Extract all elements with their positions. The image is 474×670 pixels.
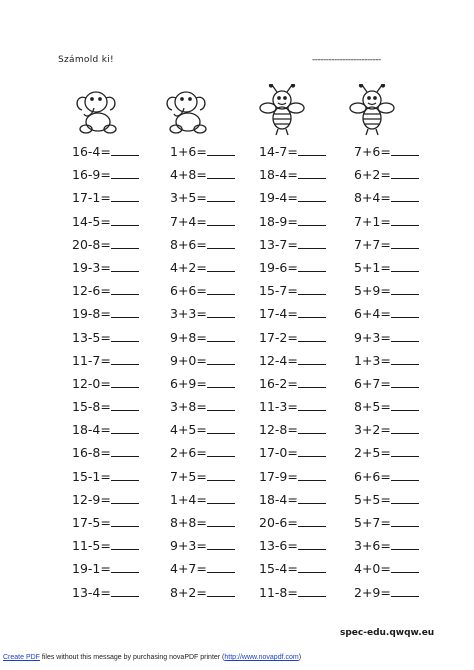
problem-text: 17-4= (259, 306, 298, 322)
problem-row (259, 326, 369, 349)
problem-text: 7+1= (354, 213, 391, 229)
problem-row (72, 163, 182, 186)
problem-row (259, 279, 369, 302)
answer-blank[interactable] (391, 191, 419, 202)
problem-text: 8+8= (170, 515, 207, 530)
problem-row (259, 465, 369, 488)
answer-blank[interactable] (207, 516, 235, 527)
problem-row (354, 465, 464, 488)
problem-text: 14-5= (72, 213, 111, 229)
problem-text: 1+3= (354, 352, 391, 368)
problem-text: 17-5= (72, 515, 111, 530)
problem-text: 13-5= (72, 329, 111, 345)
answer-blank[interactable] (298, 354, 326, 365)
answer-blank[interactable] (207, 215, 235, 226)
problem-row (354, 511, 464, 534)
answer-blank[interactable] (111, 516, 139, 527)
answer-blank[interactable] (111, 446, 139, 457)
problem-text: 15-7= (259, 283, 298, 299)
problem-row (259, 418, 369, 441)
answer-blank[interactable] (111, 400, 139, 411)
problem-row (259, 163, 369, 186)
problem-row (259, 210, 369, 233)
problem-row (72, 210, 182, 233)
answer-blank[interactable] (111, 586, 139, 597)
problem-row (72, 534, 182, 557)
answer-blank[interactable] (391, 168, 419, 179)
answer-blank[interactable] (298, 238, 326, 249)
problem-text: 11-5= (72, 538, 111, 554)
problem-row (72, 557, 182, 580)
problem-row (354, 233, 464, 256)
footer-note-text: files without this message by purchasing novaPDF printer ( (39, 654, 225, 661)
problem-text: 4+2= (170, 259, 207, 275)
problem-text: 3+6= (354, 538, 391, 554)
answer-blank[interactable] (111, 354, 139, 365)
problem-column-4 (354, 140, 464, 604)
problem-text: 17-9= (259, 468, 298, 484)
answer-blank[interactable] (391, 307, 419, 318)
footer-site: spec-edu.qwqw.eu (340, 628, 435, 638)
answer-blank[interactable] (298, 331, 326, 342)
problem-row (259, 581, 369, 604)
answer-blank[interactable] (298, 284, 326, 295)
answer-blank[interactable] (111, 261, 139, 272)
problem-row (259, 140, 369, 163)
problem-text: 7+5= (170, 468, 207, 484)
problem-row (72, 302, 182, 325)
answer-blank[interactable] (207, 168, 235, 179)
answer-blank[interactable] (391, 284, 419, 295)
bee-illustration-1 (258, 84, 306, 136)
page-title: Számold ki! (58, 55, 114, 65)
problem-text: 3+5= (170, 190, 207, 206)
problem-text: 19-1= (72, 561, 111, 577)
problem-text: 3+2= (354, 422, 391, 438)
problem-text: 2+5= (354, 445, 391, 461)
problem-text: 13-6= (259, 538, 298, 554)
answer-blank[interactable] (391, 446, 419, 457)
problem-row (354, 326, 464, 349)
problem-row (354, 210, 464, 233)
problem-text: 9+8= (170, 329, 207, 345)
answer-blank[interactable] (298, 446, 326, 457)
problem-text: 19-6= (259, 259, 298, 275)
problem-row (72, 511, 182, 534)
answer-blank[interactable] (391, 423, 419, 434)
answer-blank[interactable] (207, 354, 235, 365)
answer-blank[interactable] (391, 354, 419, 365)
problem-text: 20-6= (259, 515, 298, 530)
problem-text: 18-4= (259, 167, 298, 183)
answer-blank[interactable] (111, 238, 139, 249)
answer-blank[interactable] (111, 168, 139, 179)
answer-blank[interactable] (111, 145, 139, 156)
problem-text: 4+5= (170, 422, 207, 438)
elephant-illustration-2 (162, 84, 210, 136)
answer-blank[interactable] (391, 377, 419, 388)
problem-row (354, 418, 464, 441)
problem-text: 12-4= (259, 352, 298, 368)
problem-text: 12-8= (259, 422, 298, 438)
problem-text: 15-1= (72, 468, 111, 484)
answer-blank[interactable] (298, 168, 326, 179)
answer-blank[interactable] (391, 215, 419, 226)
answer-blank[interactable] (298, 562, 326, 573)
answer-blank[interactable] (298, 470, 326, 481)
create-pdf-link[interactable]: Create PDF (3, 654, 40, 661)
problem-row (72, 326, 182, 349)
answer-blank[interactable] (391, 261, 419, 272)
problem-row (354, 441, 464, 464)
answer-blank[interactable] (207, 238, 235, 249)
problem-text: 13-4= (72, 584, 111, 600)
problem-text: 18-9= (259, 213, 298, 229)
answer-blank[interactable] (207, 539, 235, 550)
answer-blank[interactable] (207, 400, 235, 411)
problem-row (72, 395, 182, 418)
problem-row (354, 557, 464, 580)
problem-row (72, 279, 182, 302)
problem-column-3 (259, 140, 369, 604)
problem-text: 6+9= (170, 375, 207, 391)
problem-text: 7+4= (170, 213, 207, 229)
problem-row (72, 465, 182, 488)
problem-row (72, 418, 182, 441)
answer-blank[interactable] (111, 215, 139, 226)
problem-text: 13-7= (259, 236, 298, 252)
answer-blank[interactable] (207, 493, 235, 504)
problem-text: 16-2= (259, 375, 298, 391)
problem-text: 16-9= (72, 167, 111, 183)
problem-text: 11-7= (72, 352, 111, 368)
problem-text: 8+6= (170, 236, 207, 252)
problem-text: 5+5= (354, 491, 391, 507)
answer-blank[interactable] (298, 400, 326, 411)
problem-row (354, 302, 464, 325)
problem-text: 5+9= (354, 283, 391, 299)
problem-text: 12-9= (72, 491, 111, 507)
problem-text: 6+2= (354, 167, 391, 183)
problem-row (259, 441, 369, 464)
problem-row (354, 395, 464, 418)
problem-row (259, 372, 369, 395)
problem-text: 16-8= (72, 445, 111, 461)
answer-blank[interactable] (298, 493, 326, 504)
answer-blank[interactable] (391, 562, 419, 573)
problem-row (354, 581, 464, 604)
problem-row (259, 302, 369, 325)
problem-text: 8+4= (354, 190, 391, 206)
answer-blank[interactable] (298, 215, 326, 226)
problem-row (259, 511, 369, 534)
problem-text: 19-4= (259, 190, 298, 206)
problem-row (72, 186, 182, 209)
problem-row (259, 256, 369, 279)
problem-text: 16-4= (72, 144, 111, 159)
problem-text: 12-6= (72, 283, 111, 299)
problem-text: 2+9= (354, 584, 391, 600)
problem-row (259, 395, 369, 418)
problem-text: 4+0= (354, 561, 391, 577)
problem-text: 17-1= (72, 190, 111, 206)
problem-text: 6+6= (170, 283, 207, 299)
problem-column-1 (72, 140, 182, 604)
problem-text: 2+6= (170, 445, 207, 461)
problem-row (72, 488, 182, 511)
problem-text: 18-4= (72, 422, 111, 438)
problem-row (354, 534, 464, 557)
problem-text: 19-3= (72, 259, 111, 275)
answer-blank[interactable] (207, 307, 235, 318)
answer-blank[interactable] (298, 516, 326, 527)
answer-blank[interactable] (298, 586, 326, 597)
answer-blank[interactable] (207, 377, 235, 388)
problem-text: 9+3= (354, 329, 391, 345)
answer-blank[interactable] (391, 238, 419, 249)
answer-blank[interactable] (391, 493, 419, 504)
problem-row (354, 256, 464, 279)
answer-blank[interactable] (207, 191, 235, 202)
problem-text: 1+6= (170, 144, 207, 159)
answer-blank[interactable] (111, 562, 139, 573)
problem-text: 9+3= (170, 538, 207, 554)
novapdf-link[interactable]: http://www.novapdf.com (224, 654, 299, 661)
problem-text: 1+4= (170, 491, 207, 507)
problem-text: 7+6= (354, 144, 391, 159)
problem-row (259, 186, 369, 209)
problem-row (259, 233, 369, 256)
answer-blank[interactable] (298, 539, 326, 550)
problem-row (354, 372, 464, 395)
answer-blank[interactable] (391, 539, 419, 550)
problem-text: 7+7= (354, 236, 391, 252)
answer-blank[interactable] (207, 261, 235, 272)
answer-blank[interactable] (111, 470, 139, 481)
problem-text: 3+8= (170, 399, 207, 415)
problem-row (72, 140, 182, 163)
answer-blank[interactable] (111, 331, 139, 342)
problem-row (259, 534, 369, 557)
answer-blank[interactable] (207, 562, 235, 573)
problem-row (354, 140, 464, 163)
answer-blank[interactable] (391, 145, 419, 156)
problem-text: 18-4= (259, 491, 298, 507)
problem-text: 11-8= (259, 584, 298, 600)
problem-row (72, 372, 182, 395)
problem-text: 17-2= (259, 329, 298, 345)
problem-text: 15-4= (259, 561, 298, 577)
answer-blank[interactable] (111, 284, 139, 295)
answer-blank[interactable] (391, 586, 419, 597)
answer-blank[interactable] (111, 493, 139, 504)
problem-text: 4+7= (170, 561, 207, 577)
problem-row (354, 163, 464, 186)
answer-blank[interactable] (298, 423, 326, 434)
problem-text: 8+5= (354, 399, 391, 415)
problem-text: 6+6= (354, 468, 391, 484)
answer-blank[interactable] (207, 423, 235, 434)
answer-blank[interactable] (391, 470, 419, 481)
problem-row (259, 557, 369, 580)
problem-row (354, 279, 464, 302)
problem-text: 19-8= (72, 306, 111, 322)
answer-blank[interactable] (207, 586, 235, 597)
problem-row (354, 349, 464, 372)
answer-blank[interactable] (207, 284, 235, 295)
answer-blank[interactable] (207, 145, 235, 156)
problem-text: 3+3= (170, 306, 207, 322)
problem-text: 11-3= (259, 399, 298, 415)
problem-row (354, 186, 464, 209)
problem-row (72, 233, 182, 256)
footer-note (3, 654, 301, 661)
problem-row (72, 441, 182, 464)
answer-blank[interactable] (111, 377, 139, 388)
answer-blank[interactable] (207, 331, 235, 342)
problem-row (72, 256, 182, 279)
bee-illustration-2 (348, 84, 396, 136)
problem-row (72, 581, 182, 604)
problem-row (259, 488, 369, 511)
problem-text: 5+7= (354, 515, 391, 530)
answer-blank[interactable] (391, 331, 419, 342)
problem-text: 5+1= (354, 259, 391, 275)
problem-text: 20-8= (72, 236, 111, 252)
answer-blank[interactable] (111, 191, 139, 202)
problem-text: 15-8= (72, 399, 111, 415)
problem-text: 6+4= (354, 306, 391, 322)
answer-blank[interactable] (298, 145, 326, 156)
answer-blank[interactable] (111, 423, 139, 434)
answer-blank[interactable] (207, 446, 235, 457)
answer-blank[interactable] (207, 470, 235, 481)
answer-blank[interactable] (111, 307, 139, 318)
name-line: ------------------------- (312, 55, 381, 65)
problem-row (72, 349, 182, 372)
answer-blank[interactable] (391, 516, 419, 527)
answer-blank[interactable] (298, 261, 326, 272)
problem-text: 17-0= (259, 445, 298, 461)
answer-blank[interactable] (298, 377, 326, 388)
problem-row (354, 488, 464, 511)
problem-row (259, 349, 369, 372)
problem-text: 14-7= (259, 144, 298, 159)
problem-text: 8+2= (170, 584, 207, 600)
elephant-illustration-1 (72, 84, 120, 136)
problem-text: 4+8= (170, 167, 207, 183)
answer-blank[interactable] (111, 539, 139, 550)
problem-text: 12-0= (72, 375, 111, 391)
answer-blank[interactable] (298, 307, 326, 318)
answer-blank[interactable] (391, 400, 419, 411)
problem-text: 6+7= (354, 375, 391, 391)
problem-text: 9+0= (170, 352, 207, 368)
footer-note-end: ) (298, 654, 302, 661)
answer-blank[interactable] (298, 191, 326, 202)
